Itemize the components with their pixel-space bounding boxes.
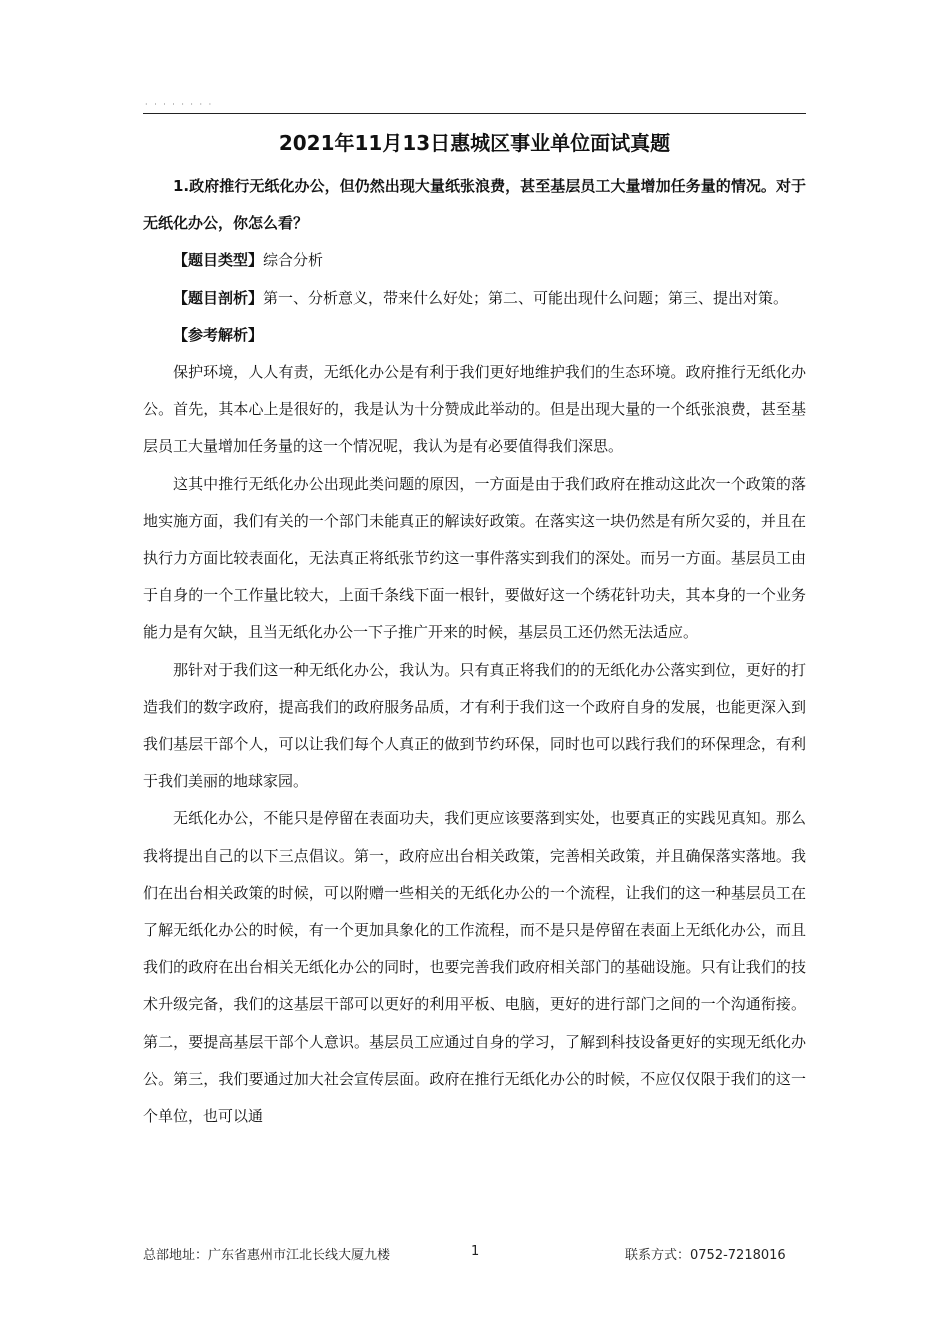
question-type [143, 242, 806, 279]
header-rule [143, 113, 806, 114]
footer-page-number: 1 [471, 1244, 480, 1259]
type-value: 综合分析 [263, 251, 324, 270]
analysis-label: 【题目剖析】 [173, 288, 264, 307]
header-marks: · · · · · · · · [145, 100, 214, 109]
footer-address: 总部地址：广东省惠州市江北长线大厦九楼 [143, 1248, 391, 1263]
reference-label: 【参考解析】 [173, 325, 264, 344]
body-paragraph: 保护环境，人人有责，无纸化办公是有利于我们更好地维护我们的生态环境。政府推行无纸化办公。首先，其本心上是很好的，我是认为十分赞成此举动的。但是出现大量的一个纸张浪费，甚至基层员工大量增加任务量的这一个情况呢，我认为是有必要值得我们深思。 [143, 363, 806, 456]
page-title: 2021年11月13日惠城区事业单位面试真题 [278, 131, 671, 155]
reference-heading [143, 317, 806, 354]
type-label: 【题目类型】 [173, 251, 264, 270]
body-paragraph: 这其中推行无纸化办公出现此类问题的原因，一方面是由于我们政府在推动这此次一个政策的落地实施方面，我们有关的一个部门未能真正的解读好政策。在落实这一块仍然是有所欠妥的，并且在执行力方面比较表面化，无法真正将纸张节约这一事件落实到我们的深处。而另一方面。基层员工由于自身的一个工作量比较大，上面千条线下面一根针，要做好这一个绣花针功夫，其本身的一个业务能力是有欠缺，且当无纸化办公一下子推广开来的时候，基层员工还仍然无法适应。 [143, 474, 806, 642]
analysis-value: 第一、分析意义，带来什么好处；第二、可能出现什么问题；第三、提出对策。 [263, 288, 789, 307]
question-text: 1.政府推行无纸化办公，但仍然出现大量纸张浪费，甚至基层员工大量增加任务量的情况。对于无纸化办公，你怎么看？ [143, 177, 806, 233]
document-body [143, 168, 806, 1135]
body-paragraph: 那针对于我们这一种无纸化办公，我认为。只有真正将我们的的无纸化办公落实到位，更好的打造我们的数字政府，提高我们的政府服务品质，才有利于我们这一个政府自身的发展，也能更深入到我们基层干部个人，可以让我们每个人真正的做到节约环保，同时也可以践行我们的环保理念，有利于我们美丽的地球家园。 [143, 660, 806, 791]
body-paragraph: 无纸化办公，不能只是停留在表面功夫，我们更应该要落到实处，也要真正的实践见真知。那么我将提出自己的以下三点倡议。第一，政府应出台相关政策，完善相关政策，并且确保落实落地。我们在出台相关政策的时候，可以附赠一些相关的无纸化办公的一个流程，让我们的这一种基层员工在了解无纸化办公的时候，有一个更加具象化的工作流程，而不是只是停留在表面上无纸化办公，而且我们的政府在出台相关无纸化办公的同时，也要完善我们政府相关部门的基础设施。只有让我们的技术升级完备，我们的这基层干部可以更好的利用平板、电脑，更好的进行部门之间的一个沟通衔接。第二，要提高基层干部个人意识。基层员工应通过自身的学习，了解到科技设备更好的实现无纸化办公。第三，我们要通过加大社会宣传层面。政府在推行无纸化办公的时候，不应仅仅限于我们的这一个单位，也可以通 [143, 809, 806, 1126]
question-analysis [143, 280, 806, 317]
footer-contact: 联系方式：0752-7218016 [625, 1248, 786, 1263]
